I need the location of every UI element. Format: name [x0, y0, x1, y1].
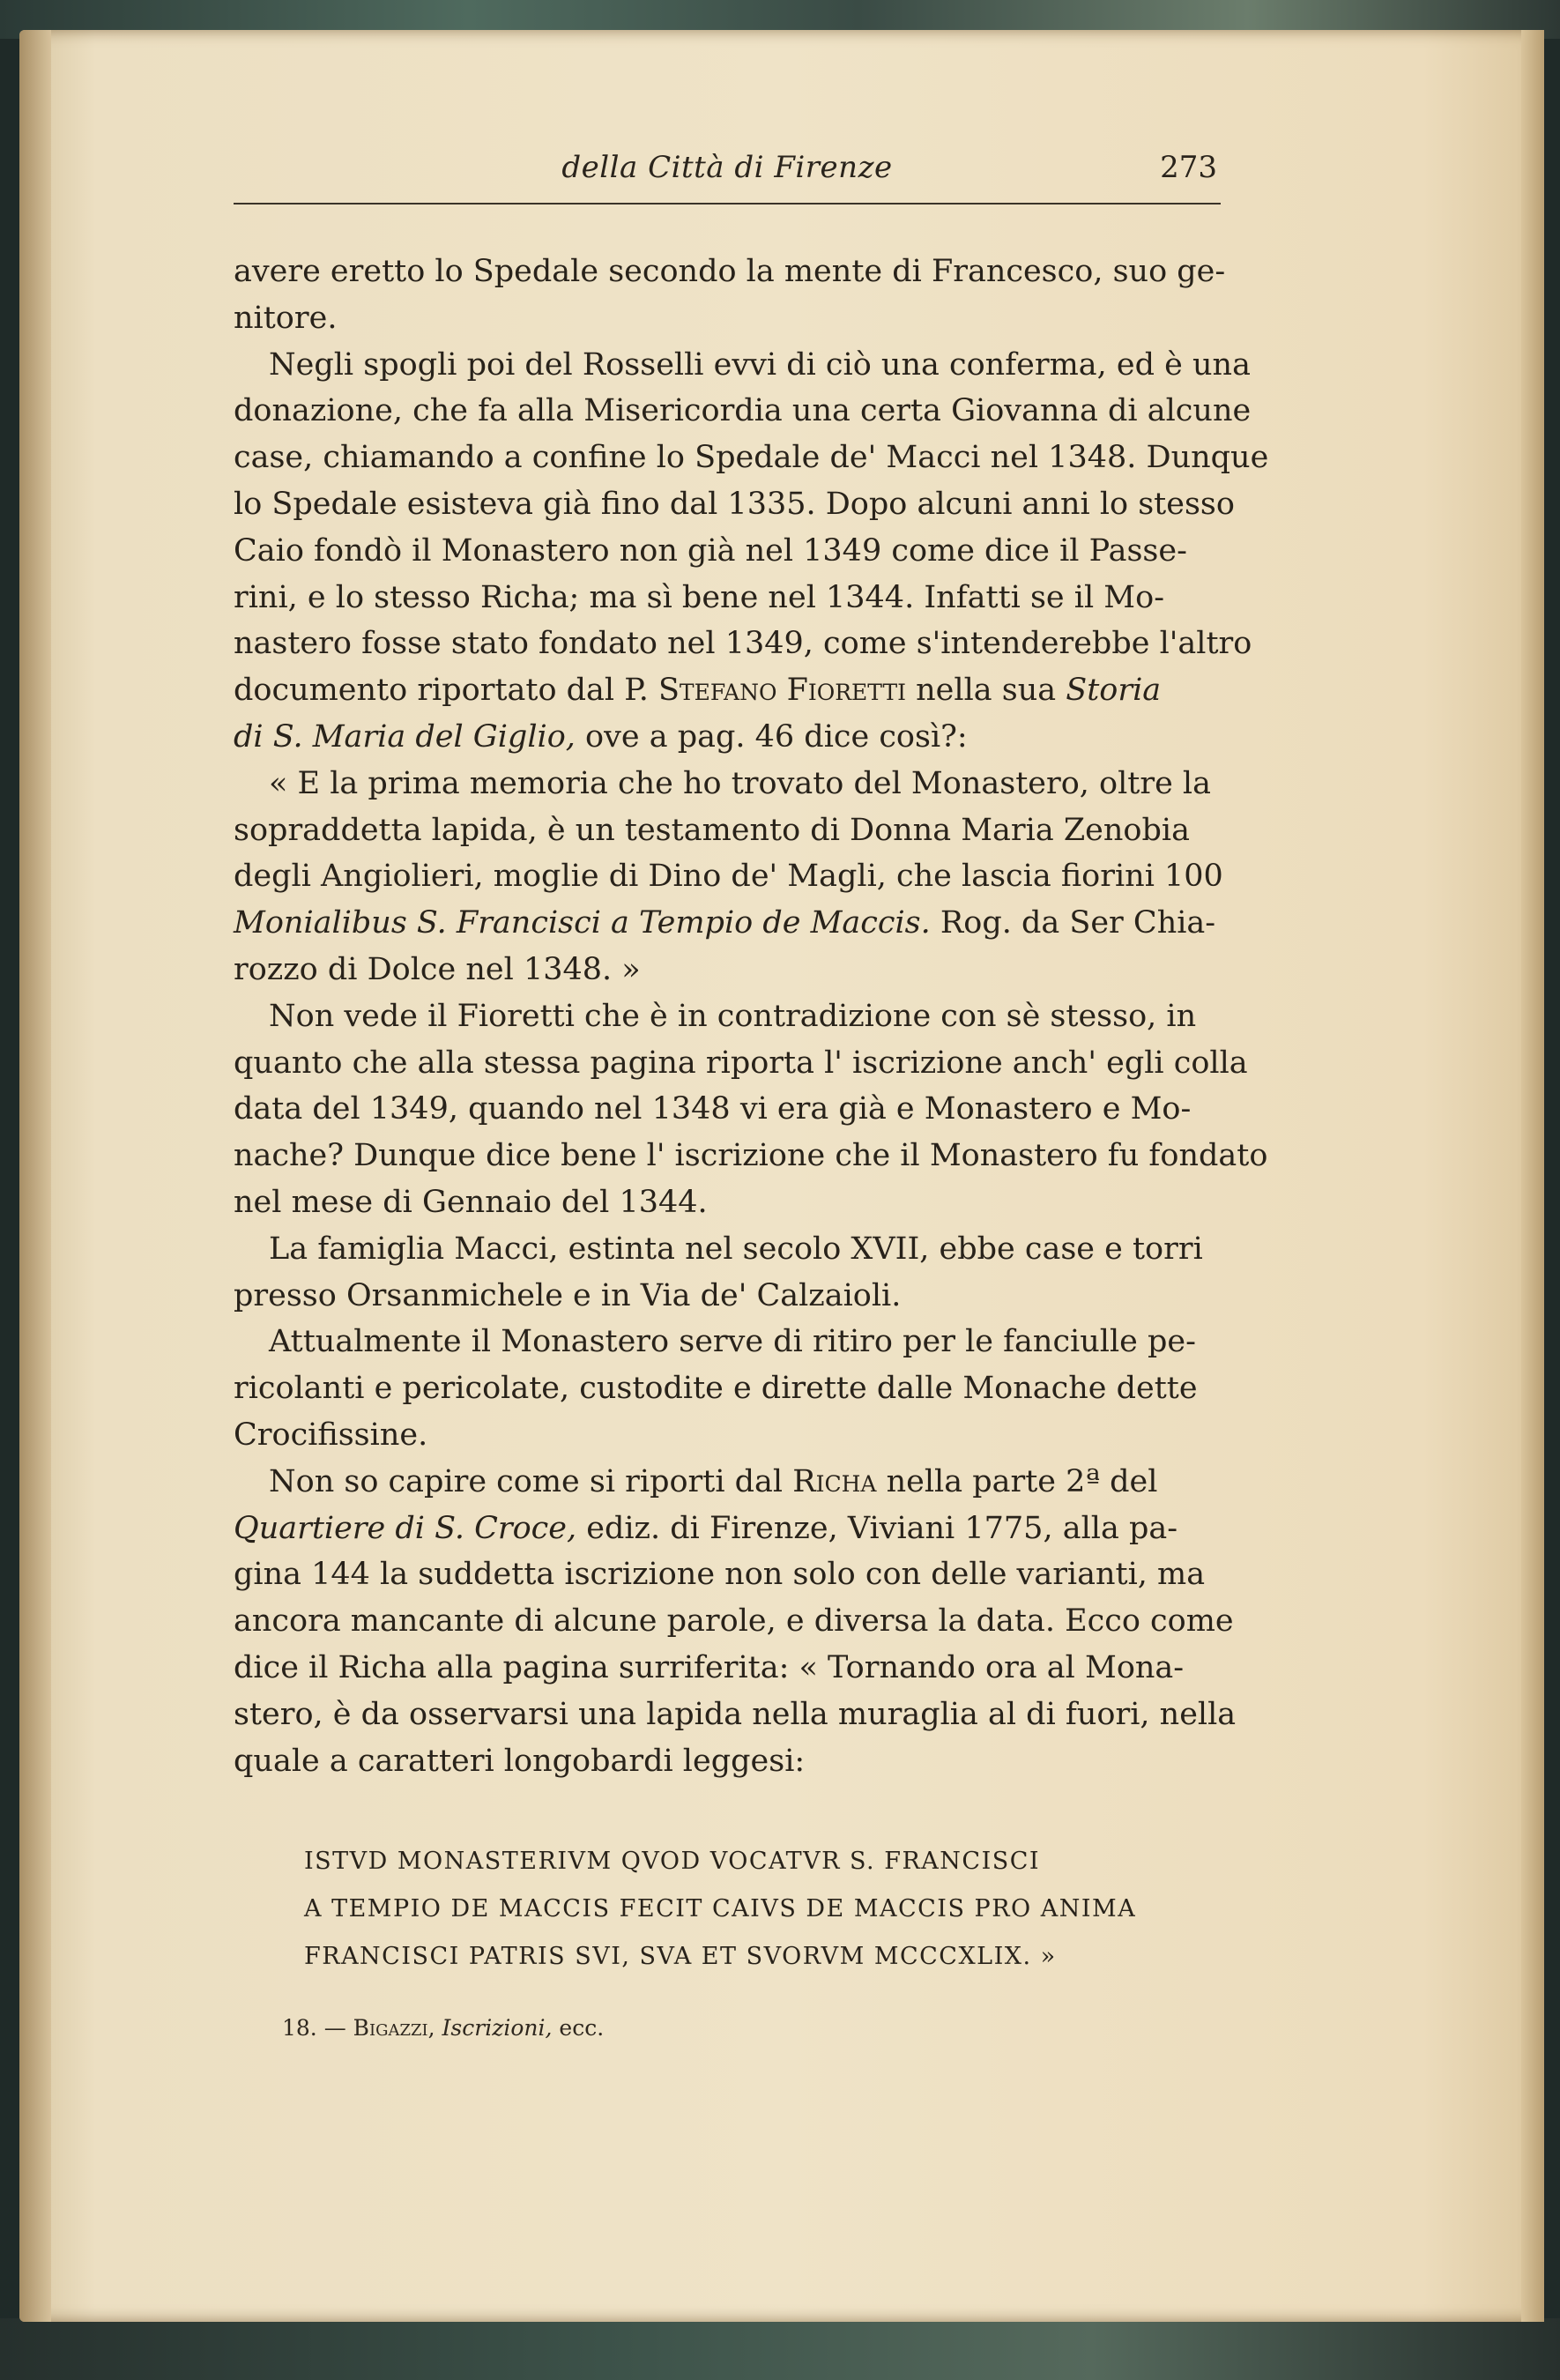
text-line: quale a caratteri longobardi leggesi:	[234, 1743, 806, 1779]
text-line: rini, e lo stesso Richa; ma sì bene nel 1344. Infatti se il Mo-	[234, 579, 1165, 615]
text-line: Caio fondò il Monastero non già nel 1349 come dice il Passe-	[234, 532, 1187, 569]
text-line: data del 1349, quando nel 1348 vi era già e Monastero e Mo-	[234, 1091, 1192, 1127]
footer-author: Bigazzi	[353, 2015, 428, 2041]
text-run: documento riportato dal P.	[234, 673, 658, 709]
text-line: degli Angiolieri, moglie di Dino de' Magli, che lascia fiorini 100	[234, 859, 1223, 895]
text-run: nella parte 2ª del	[876, 1463, 1158, 1499]
text-line: rozzo di Dolce nel 1348. »	[234, 951, 641, 987]
text-line: Attualmente il Monastero serve di ritiro per le fanciulle pe-	[269, 1324, 1196, 1360]
scan-background-bottom	[0, 2318, 1560, 2380]
paragraph-7	[234, 1459, 1237, 1785]
book-title-italic: Storia	[1066, 673, 1162, 709]
footer-separator: ,	[427, 2015, 442, 2041]
text-line: « E la prima memoria che ho trovato del Monastero, oltre la	[269, 765, 1211, 801]
text-line: stero, è da osservarsi una lapida nella muraglia al di fuori, nella	[234, 1696, 1237, 1732]
text-line: quanto che alla stessa pagina riporta l' iscrizione anch' egli colla	[234, 1045, 1248, 1081]
text-line: ancora mancante di alcune parole, e diversa la data. Ecco come	[234, 1603, 1234, 1640]
text-line: lo Spedale esisteva già fino dal 1335. Dopo alcuni anni lo stesso	[234, 486, 1235, 522]
text-line: avere eretto lo Spedale secondo la mente di Francesco, suo ge-	[234, 254, 1226, 289]
text-line: nitore.	[234, 300, 338, 336]
inscription-line: ISTVD MONASTERIVM QVOD VOCATVR S. FRANCISCI	[304, 1848, 1041, 1875]
text-line: Crocifissine.	[234, 1417, 428, 1453]
page-number: 273	[1160, 150, 1217, 185]
signature-footer	[282, 2015, 604, 2041]
text-line	[234, 714, 1221, 761]
paragraph-3-quotation	[234, 761, 1221, 993]
body-text	[234, 249, 1269, 1784]
text-run: ediz. di Firenze, Viviani 1775, alla pa-	[576, 1510, 1178, 1546]
latin-phrase-italic: Monialibus S. Francisci a Tempio de Maccis.	[234, 905, 931, 941]
text-line: ricolanti e pericolate, custodite e dirette dalle Monache dette	[234, 1371, 1198, 1407]
paragraph-1	[234, 249, 1226, 342]
text-line	[234, 1506, 1221, 1552]
page-edge	[1521, 30, 1544, 2322]
text-line: gina 144 la suddetta iscrizione non solo con delle varianti, ma	[234, 1557, 1206, 1593]
running-title: della Città di Firenze	[561, 150, 893, 185]
text-line: case, chiamando a confine lo Spedale de' Macci nel 1348. Dunque	[234, 440, 1269, 476]
text-line: nel mese di Gennaio del 1344.	[234, 1184, 708, 1220]
text-run: Rog. da Ser Chia-	[930, 905, 1216, 941]
paragraph-4	[234, 993, 1268, 1226]
text-line: nache? Dunque dice bene l' iscrizione che il Monastero fu fondato	[234, 1138, 1268, 1174]
latin-inscription	[304, 1838, 1221, 1981]
book-title-italic: di S. Maria del Giglio,	[234, 718, 576, 755]
footer-work-title: Iscrizioni,	[442, 2015, 553, 2041]
text-line: Negli spogli poi del Rosselli evvi di ciò una conferma, ed è una	[269, 346, 1251, 383]
author-name-small-caps: Stefano Fioretti	[657, 673, 906, 709]
running-header	[234, 150, 1221, 205]
paragraph-2	[234, 342, 1269, 761]
text-line	[234, 667, 1221, 714]
signature-mark: 18. —	[282, 2015, 353, 2041]
text-line	[234, 1459, 1221, 1506]
text-line: La famiglia Macci, estinta nel secolo XVII, ebbe case e torri	[269, 1231, 1203, 1267]
page-spine-shadow	[19, 30, 51, 2322]
text-line: presso Orsanmichele e in Via de' Calzaioli.	[234, 1277, 902, 1313]
inscription-line: FRANCISCI PATRIS SVI, SVA ET SVORVM MCCCXLIX. »	[304, 1943, 1057, 1970]
text-line: donazione, che fa alla Misericordia una certa Giovanna di alcune	[234, 393, 1252, 429]
inscription-line: A TEMPIO DE MACCIS FECIT CAIVS DE MACCIS PRO ANIMA	[304, 1895, 1137, 1923]
footer-rest: ecc.	[552, 2015, 605, 2041]
paragraph-6	[234, 1319, 1221, 1458]
paragraph-5	[234, 1226, 1221, 1320]
text-line: sopraddetta lapida, è un testamento di Donna Maria Zenobia	[234, 812, 1190, 848]
text-line: nastero fosse stato fondato nel 1349, come s'intenderebbe l'altro	[234, 626, 1252, 662]
text-run: ove a pag. 46 dice così?:	[575, 718, 968, 755]
book-title-italic: Quartiere di S. Croce,	[234, 1510, 577, 1546]
author-name-small-caps: Richa	[792, 1463, 877, 1499]
text-line: dice il Richa alla pagina surriferita: « Tornando ora al Mona-	[234, 1649, 1185, 1685]
text-line	[234, 900, 1221, 947]
text-line: Non vede il Fioretti che è in contradizione con sè stesso, in	[269, 998, 1197, 1034]
text-run: nella sua	[906, 673, 1066, 709]
text-run: Non so capire come si riporti dal	[269, 1463, 793, 1499]
